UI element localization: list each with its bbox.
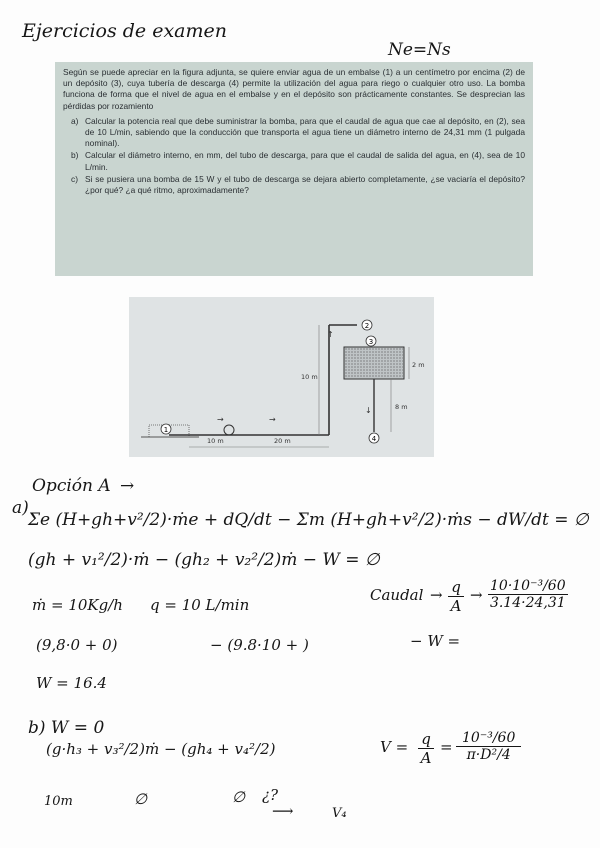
value-h3: 10m [44,794,73,809]
part-b-equation: (g·h₃ + v₃²/2)ṁ − (gh₄ + v₄²/2) [46,740,276,758]
value-v4-unknown: ¿? [262,786,279,804]
flow-arrow-icon: ↑ [327,330,334,339]
problem-intro: Según se puede apreciar en la figura adjunta, se quiere enviar agua de un embalse (1) a un centímetro por encima (2) de un depósito (3), cuya tubería de descarga (4) permite la utilización del agua para riego o cualquier otro uso. La bomba funciona de forma que el nivel de agua en el embalse y en el depósito son prácticamente constantes. Se desprecian las pérdidas por rozamiento [63,67,525,111]
substitution-right: − (9.8·10 + ) [210,636,309,654]
marker-4-label: 4 [371,435,377,443]
diagram-svg [129,297,434,457]
page-title: Ejercicios de examen [22,20,227,42]
option-label: Opción A [32,476,111,496]
substitution-left: (9,8·0 + 0) [36,636,118,654]
caudal-value: $\frac{\text{10·10⁻³/60}}{3.14\cdot 24,31}$ [489,578,566,611]
option-arrow-icon: → [120,476,135,496]
marker-3-label: 3 [368,338,374,346]
value-v3: ∅ [134,790,148,808]
work-result: W = 16.4 [36,674,107,692]
dim-label-discharge: 8 m [395,403,408,411]
condition-note: Ne=Ns [388,40,451,60]
water-fill [345,348,403,378]
problem-questions [63,116,525,196]
marker-2-label: 2 [364,322,370,330]
dim-label-tank: 2 m [412,361,425,369]
pump-icon [224,425,234,435]
mass-flow: ṁ = 10Kg/h [32,596,123,614]
value-h4: ∅ [232,788,246,806]
energy-equation-reduced: (gh + v₁²/2)·ṁ − (gh₂ + v₂²/2)ṁ − W = ∅ [28,550,380,570]
caudal-arrow-icon: → [470,586,483,604]
question-b: b) Calcular el diámetro interno, en mm, del tubo de descarga, para que el caudal de salida del agua, en (4), sea de 10 L/min. [71,150,525,172]
part-a-label: a) [12,498,29,518]
energy-equation: Σe (H+gh+v²/2)·ṁe + dQ/dt − Σm (H+gh+v²/2)·ṁs − dW/dt = ∅ [28,510,589,530]
flow-arrow-icon: → [217,415,224,424]
system-diagram [129,297,434,457]
substitution-work: − W = [410,632,461,650]
problem-statement [55,62,533,276]
caudal-label: Caudal [370,586,424,604]
caudal-fraction: $\frac{q}{A}$ [448,578,464,615]
flow-arrow-icon: ↓ [365,406,372,415]
flow-arrow-icon: → [269,415,276,424]
dim-label-10m: 10 m [207,437,224,445]
velocity-value: $\frac{\text{10⁻³/60}}{\text{π·D²/4}}$ [456,730,521,763]
dim-label-20m: 20 m [274,437,291,445]
marker-1-label: 1 [163,426,169,434]
velocity-lhs: V = [380,738,409,756]
velocity-fraction: $\frac{q}{A}$ [418,730,434,767]
v4-arrow-icon: ⟶ [272,802,294,820]
flow-rate: q = 10 L/min [150,596,250,614]
part-b-label: b) W = 0 [28,718,105,738]
caudal-arrow-icon: → [430,586,443,604]
dim-label-height: 10 m [301,373,318,381]
question-a: a) Calcular la potencia real que debe suministrar la bomba, para que el caudal de agua que cae al depósito, en (2), sea de 10 L/min, sabiendo que la conducción que transporta el agua tiene un diámetro interno de 24,31 mm (1 pulgada nominal). [71,115,525,149]
v4-label: V₄ [332,806,347,821]
equals-sign: = [440,738,453,756]
question-c: c) Si se pusiera una bomba de 15 W y el tubo de descarga se dejara abierto completamente, ¿se vaciaría el depósito? ¿por qué? ¿a qué ritmo, aproximadamente? [71,173,525,196]
